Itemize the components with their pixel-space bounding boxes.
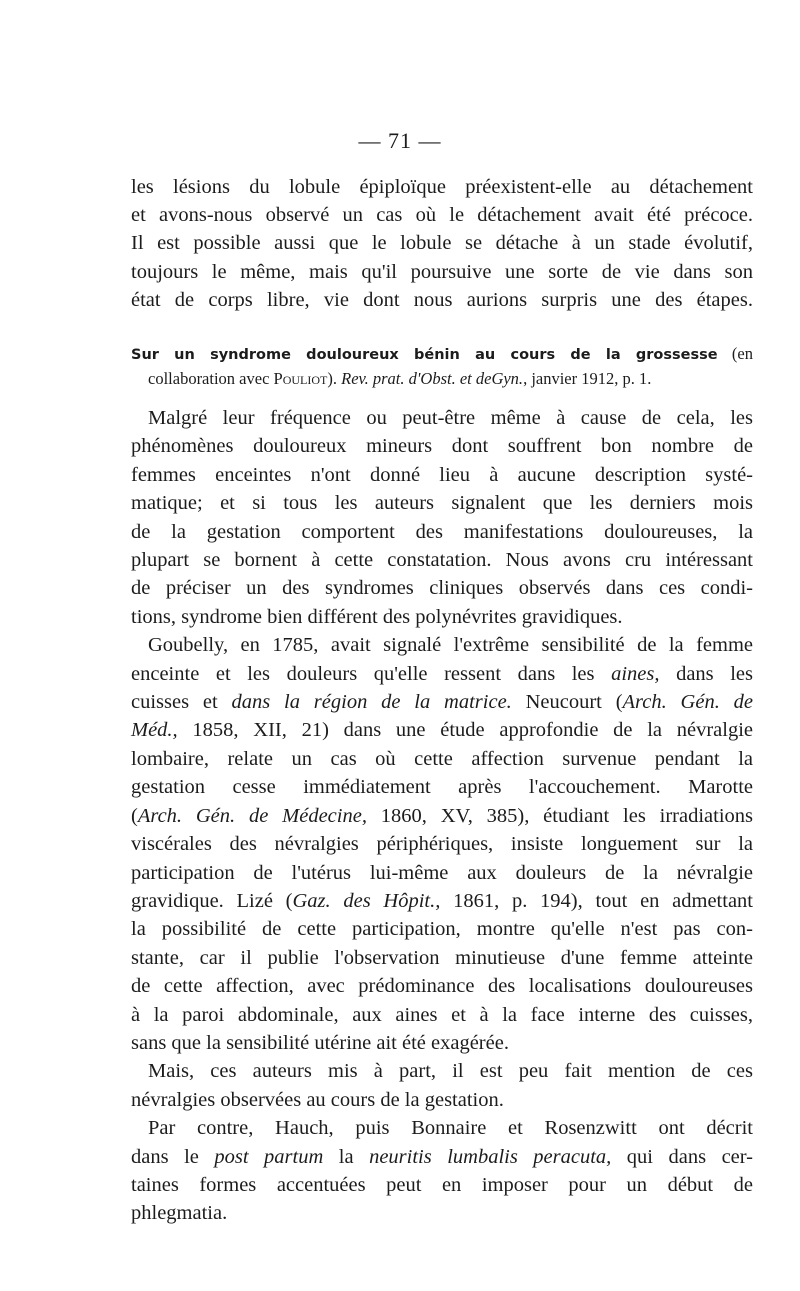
italic-citation: Méd., [131,719,178,742]
text-line: à la paroi abdominale, aux aines et à la face interne des cuisses, [131,1003,753,1026]
text-line: la possibilité de cette participation, montre qu'elle n'est pas con- [131,918,753,941]
text-line: les lésions du lobule épiploïque préexistent-elle au détachement [131,176,753,198]
text-line: de la gestation comportent des manifestations douloureuses, la [131,520,753,543]
text-line [131,887,753,915]
paragraph-2 [131,631,753,1057]
text-line: toujours le même, mais qu'il poursuive une sorte de vie dans son [131,260,753,283]
text-span: la [323,1145,370,1168]
text-line: viscérales des névralgies périphériques, insiste longuement sur la [131,833,753,856]
text-line: phlegmatia. [131,1202,228,1225]
text-line: Mais, ces auteurs mis à part, il est peu fait mention de ces [148,1060,753,1083]
text-span: dans les [659,662,753,685]
paragraph-3 [131,1057,753,1114]
page-number: — 71 — [358,128,442,153]
heading-line [131,342,753,367]
italic-term: dans la région de la matrice. [231,691,512,714]
intro-paragraph [131,173,753,314]
collab-close: ). [327,369,337,388]
text-line [131,802,753,830]
publication-date: , janvier 1912, p. 1. [523,369,652,388]
text-line: femmes enceintes n'ont donné lieu à aucune description systé- [131,463,753,486]
text-span: dans le [131,1145,215,1168]
text-span: qui dans cer- [611,1145,754,1168]
collab-prefix: collaboration avec [148,369,270,388]
text-line: et avons-nous observé un cas où le détachement avait été précoce. [131,204,753,227]
text-line: phénomènes douloureux mineurs dont souffrent bon nombre de [131,435,753,458]
article-title: Sur un syndrome douloureux bénin au cours de la grossesse [131,347,718,363]
text-line: matique; et si tous les auteurs signalent que les derniers mois [131,492,753,515]
italic-citation: Arch. Gén. de [622,691,753,714]
italic-citation: Arch. Gén. de Médecine, [137,804,367,827]
text-span: ( [131,804,138,827]
text-span: 1860, XV, 385), étudiant les irradiations [366,804,753,827]
coauthor-name: Pouliot [273,369,328,388]
journal-title: Rev. prat. d'Obst. et deGyn. [341,369,524,388]
text-span: cuisses et [131,691,232,714]
text-span: gravidique. Lizé ( [131,889,293,912]
text-line [131,1143,753,1171]
text-line: état de corps libre, vie dont nous aurions surpris une des étapes. [131,288,753,311]
text-line: plupart se bornent à cette constatation. Nous avons cru intéressant [131,549,753,572]
paragraph-4 [131,1114,753,1228]
text-line: participation de l'utérus lui-même aux douleurs de la névralgie [131,861,753,884]
text-line: lombaire, relate un cas où cette affection survenue pendant la [131,747,753,770]
heading-line [131,367,753,391]
text-line [131,716,753,744]
text-line: de cette affection, avec prédominance des localisations douloureuses [131,975,753,998]
text-span: 1861, p. 194), tout en admettant [440,889,753,912]
text-line: névralgies observées au cours de la gestation. [131,1088,504,1111]
text-span: Neucourt ( [511,691,623,714]
text-line: Il est possible aussi que le lobule se détache à un stade évolutif, [131,232,753,255]
collab-open: (en [731,344,753,363]
text-line: sans que la sensibilité utérine ait été exagérée. [131,1031,509,1054]
body-text [131,404,753,1228]
italic-term: aines, [611,662,660,685]
italic-term: neuritis lumbalis peracuta, [369,1145,612,1168]
text-line: Malgré leur fréquence ou peut-être même à cause de cela, les [148,407,753,429]
text-line [131,688,753,716]
paragraph-1 [131,404,753,631]
italic-citation: Gaz. des Hôpit., [292,889,441,912]
text-span: 1858, XII, 21) dans une étude approfondie de la névralgie [177,719,753,742]
text-line: taines formes accentuées peut en imposer pour un début de [131,1173,753,1196]
text-line: Goubelly, en 1785, avait signalé l'extrême sensibilité de la femme [148,634,753,657]
text-line: tions, syndrome bien différent des polynévrites gravidiques. [131,605,623,628]
text-line: gestation cesse immédiatement après l'accouchement. Marotte [131,776,753,799]
text-line: stante, car il publie l'observation minutieuse d'une femme atteinte [131,946,753,969]
text-line: de préciser un des syndromes cliniques observés dans ces condi- [131,577,753,600]
article-heading [131,342,753,391]
italic-term: post partum [214,1145,324,1168]
text-span: enceinte et les douleurs qu'elle ressent dans les [131,662,612,685]
text-line: Par contre, Hauch, puis Bonnaire et Rosenzwitt ont décrit [148,1117,753,1140]
text-line [131,660,753,688]
